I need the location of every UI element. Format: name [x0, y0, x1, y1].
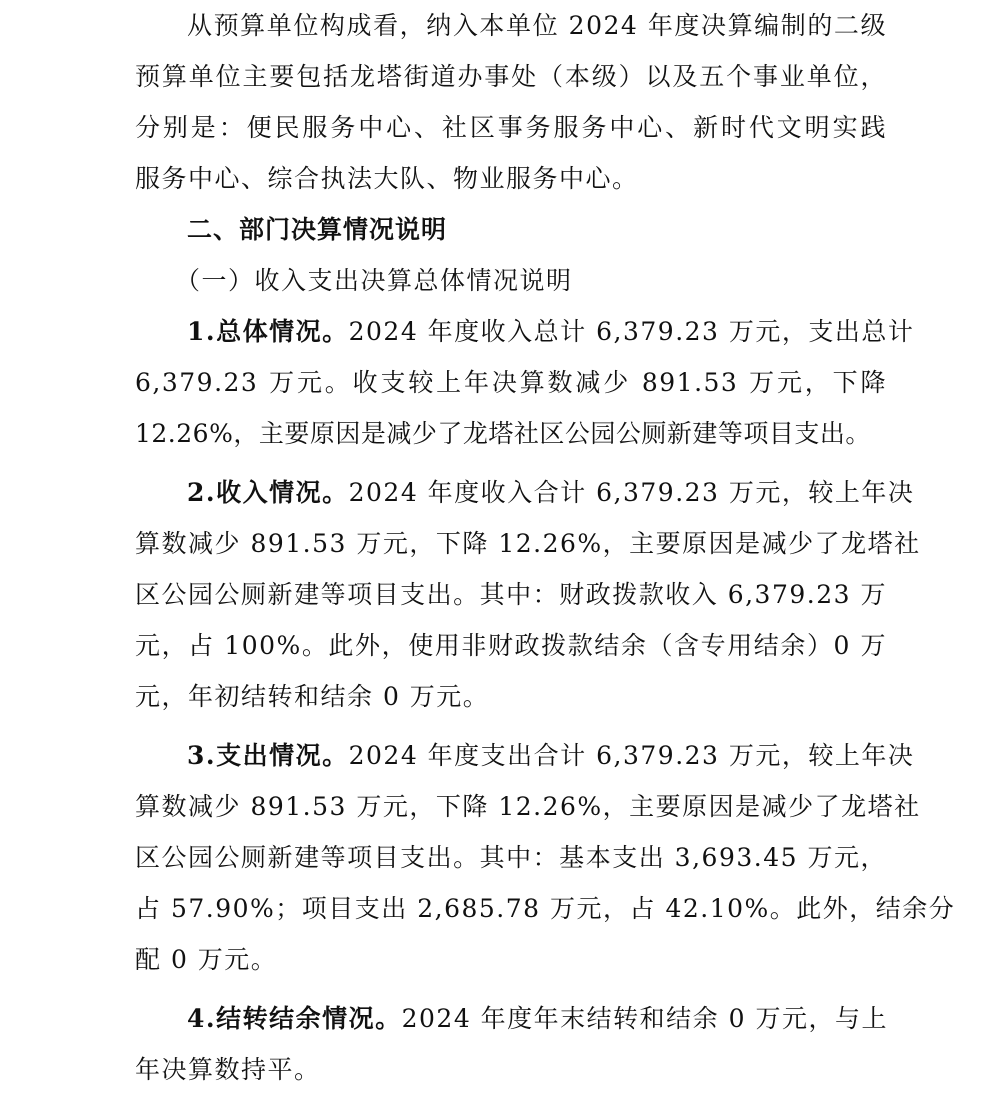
text-span: 2024 年度收入总计 6,379.23 万元，支出总计 — [348, 317, 915, 346]
text-line — [135, 467, 915, 518]
text-line: 12.26%，主要原因是减少了龙塔社区公园公厕新建等项目支出。 — [135, 419, 871, 448]
text-line — [135, 730, 915, 781]
intro-paragraph — [135, 0, 887, 204]
expense-paragraph — [135, 730, 956, 985]
text-line: 算数减少 891.53 万元，下降 12.26%，主要原因是减少了龙塔社 — [135, 792, 921, 821]
text-span: 2024 年度收入合计 6,379.23 万元，较上年决 — [348, 478, 915, 507]
text-line: 分别是：便民服务中心、社区事务服务中心、新时代文明实践 — [135, 113, 887, 142]
income-paragraph — [135, 467, 921, 722]
paragraph-title: 3.支出情况。 — [187, 741, 349, 770]
text-span: 2024 年度年末结转和结余 0 万元，与上 — [401, 1004, 888, 1033]
text-line: 预算单位主要包括龙塔街道办事处（本级）以及五个事业单位， — [135, 62, 887, 91]
paragraph-title: 4.结转结余情况。 — [187, 1004, 402, 1033]
text-line — [135, 993, 887, 1044]
paragraph-title: 1.总体情况。 — [187, 317, 349, 346]
overall-paragraph — [135, 306, 915, 459]
paragraph-title: 2.收入情况。 — [187, 478, 349, 507]
text-line: 6,379.23 万元。收支较上年决算数减少 891.53 万元，下降 — [135, 368, 887, 397]
document-page — [135, 0, 956, 1095]
text-line: 区公园公厕新建等项目支出。其中：基本支出 3,693.45 万元， — [135, 843, 887, 872]
text-line: 年决算数持平。 — [135, 1055, 321, 1084]
text-line: 区公园公厕新建等项目支出。其中：财政拨款收入 6,379.23 万 — [135, 580, 887, 609]
section-heading: 二、部门决算情况说明 — [187, 215, 448, 244]
text-line: 服务中心、综合执法大队、物业服务中心。 — [135, 164, 639, 193]
text-line: 占 57.90%；项目支出 2,685.78 万元，占 42.10%。此外，结余分 — [135, 894, 956, 923]
carryover-paragraph — [135, 993, 887, 1095]
text-line: 元，占 100%。此外，使用非财政拨款结余（含专用结余）0 万 — [135, 631, 887, 660]
section-subheading: （一）收入支出决算总体情况说明 — [175, 266, 573, 295]
text-span: 2024 年度支出合计 6,379.23 万元，较上年决 — [348, 741, 915, 770]
text-line: 配 0 万元。 — [135, 945, 278, 974]
text-line — [135, 306, 915, 357]
text-line: 元，年初结转和结余 0 万元。 — [135, 682, 490, 711]
text-line: 从预算单位构成看，纳入本单位 2024 年度决算编制的二级 — [187, 11, 887, 40]
text-line: 算数减少 891.53 万元，下降 12.26%，主要原因是减少了龙塔社 — [135, 529, 921, 558]
